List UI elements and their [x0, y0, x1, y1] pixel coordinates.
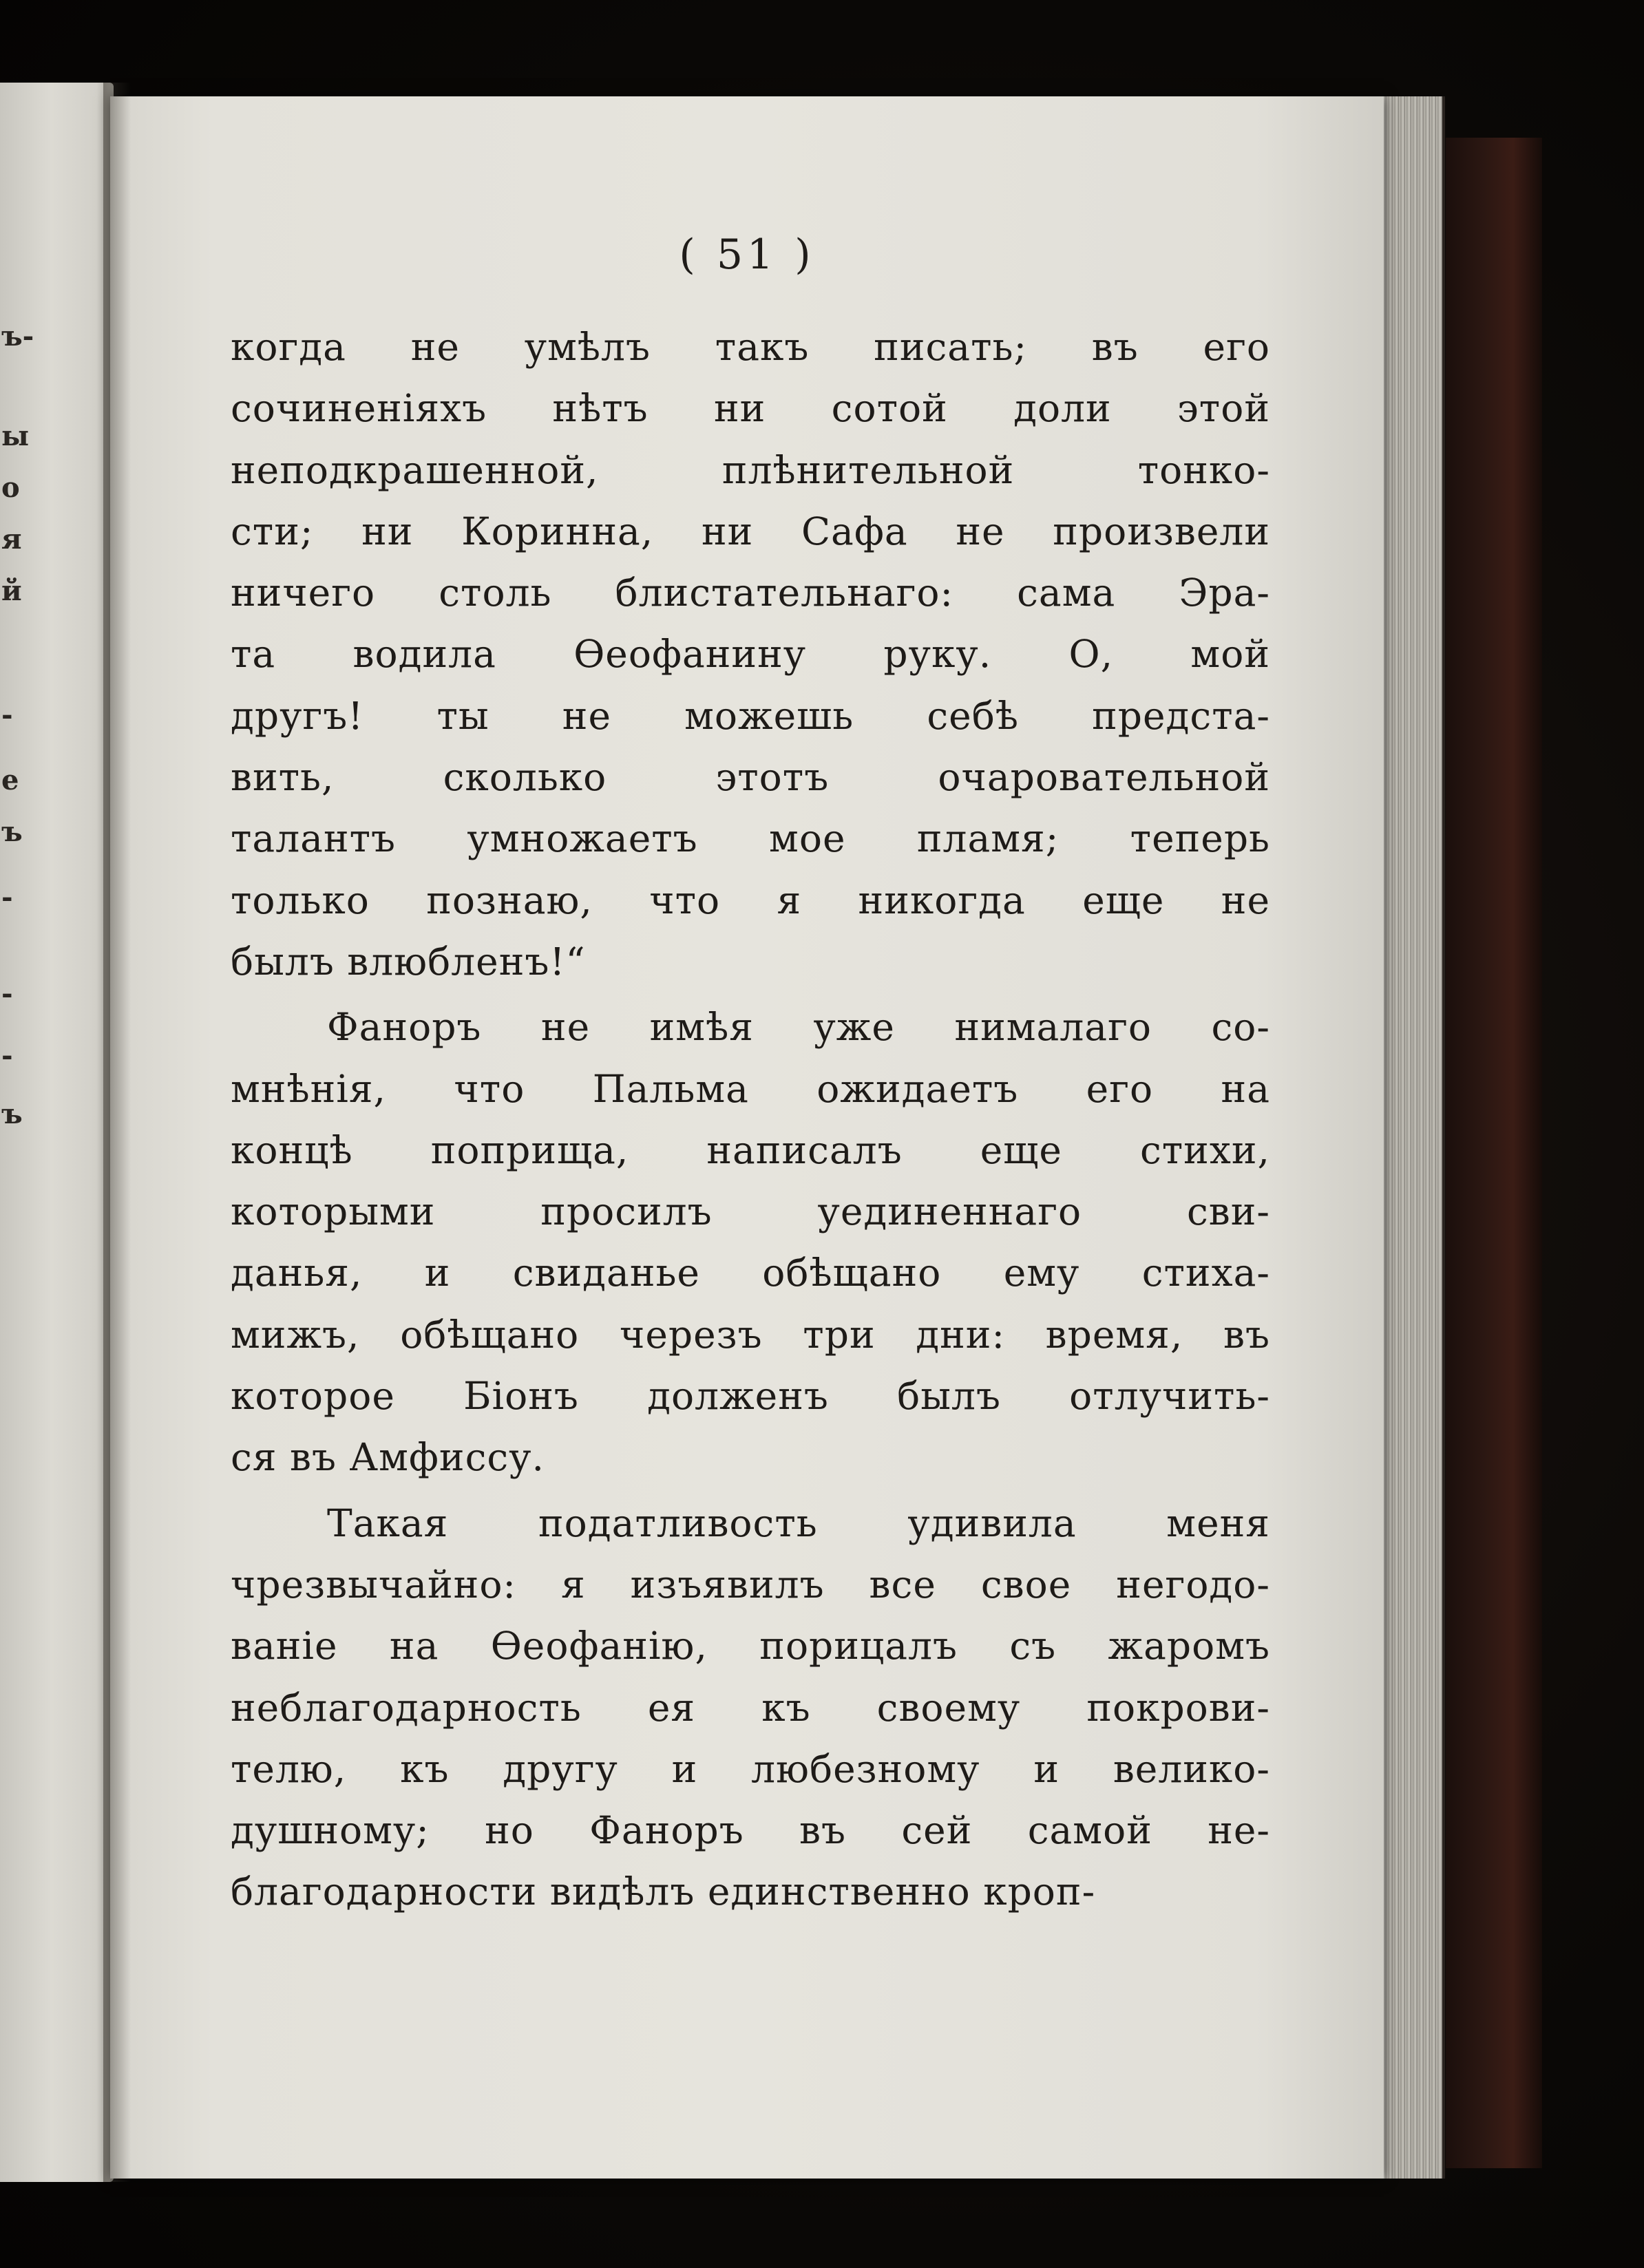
text-line: та водила Ѳеофанину руку. О, мой — [231, 632, 1270, 677]
book-page — [110, 96, 1384, 2179]
text-line: былъ влюбленъ!“ — [231, 939, 586, 984]
text-line: другъ! ты не можешь себѣ предста- — [231, 693, 1270, 738]
gutter-shadow — [103, 83, 131, 2182]
text-line: сти; ни Коринна, ни Сафа не произвели — [231, 509, 1270, 553]
left-page-fragment: - — [1, 699, 13, 731]
left-page-fragment: - — [1, 977, 13, 1010]
text-line: вить, сколько этотъ очаровательной — [231, 755, 1270, 800]
left-page-fragment: ъ — [1, 816, 23, 848]
text-line: неблагодарность ея къ своему покрови- — [231, 1685, 1270, 1730]
text-line: ваніе на Ѳеофанію, порицалъ съ жаромъ — [231, 1624, 1270, 1668]
text-line: душному; но Фаноръ въ сей самой не- — [231, 1808, 1270, 1853]
text-line: мнѣнія, что Пальма ожидаетъ его на — [231, 1066, 1270, 1111]
book-cover — [1446, 138, 1542, 2168]
paragraph — [231, 1493, 1270, 1923]
text-line: только познаю, что я никогда еще не — [231, 878, 1270, 922]
left-page-fragment: ы — [1, 420, 30, 452]
text-line: мижъ, обѣщано черезъ три дни: время, въ — [231, 1312, 1270, 1357]
text-line: ничего столь блистательнаго: сама Эра- — [231, 571, 1270, 615]
left-page-fragment: я — [1, 523, 22, 555]
previous-page-edge — [0, 83, 114, 2182]
text-line: неподкрашенной, плѣнительной тонко- — [231, 447, 1270, 492]
left-page-fragment: о — [1, 471, 20, 504]
text-line: благодарности видѣлъ единственно кроп- — [231, 1869, 1096, 1914]
text-line: Фаноръ не имѣя уже нималаго со- — [327, 1005, 1270, 1050]
page-text — [231, 317, 1270, 1923]
paragraph — [231, 317, 1270, 993]
text-line: когда не умѣлъ такъ писать; въ его — [231, 325, 1270, 369]
page-number: ( 51 ) — [679, 231, 815, 279]
text-line: которыми просилъ уединеннаго сви- — [231, 1189, 1270, 1234]
left-page-fragment: е — [1, 764, 19, 796]
text-line: ся въ Амфиссу. — [231, 1435, 545, 1480]
text-line: талантъ умножаетъ мое пламя; теперь — [231, 816, 1270, 861]
left-page-fragment: й — [1, 575, 22, 607]
text-line: которое Біонъ долженъ былъ отлучить- — [231, 1374, 1270, 1419]
left-page-fragment: ъ- — [1, 320, 34, 352]
page-edges — [1380, 96, 1445, 2179]
text-line: чрезвычайно: я изъявилъ все свое негодо- — [231, 1562, 1270, 1607]
text-line: концѣ поприща, написалъ еще стихи, — [231, 1127, 1270, 1172]
paragraph — [231, 997, 1270, 1488]
left-page-fragment: ъ — [1, 1098, 23, 1130]
text-line: Такая податливость удивила меня — [327, 1501, 1270, 1545]
text-line: сочиненіяхъ нѣтъ ни сотой доли этой — [231, 386, 1270, 431]
text-line: данья, и свиданье обѣщано ему стиха- — [231, 1251, 1270, 1295]
left-page-fragment: - — [1, 881, 13, 913]
left-page-fragment: - — [1, 1039, 13, 1072]
text-line: телю, къ другу и любезному и велико- — [231, 1746, 1270, 1791]
